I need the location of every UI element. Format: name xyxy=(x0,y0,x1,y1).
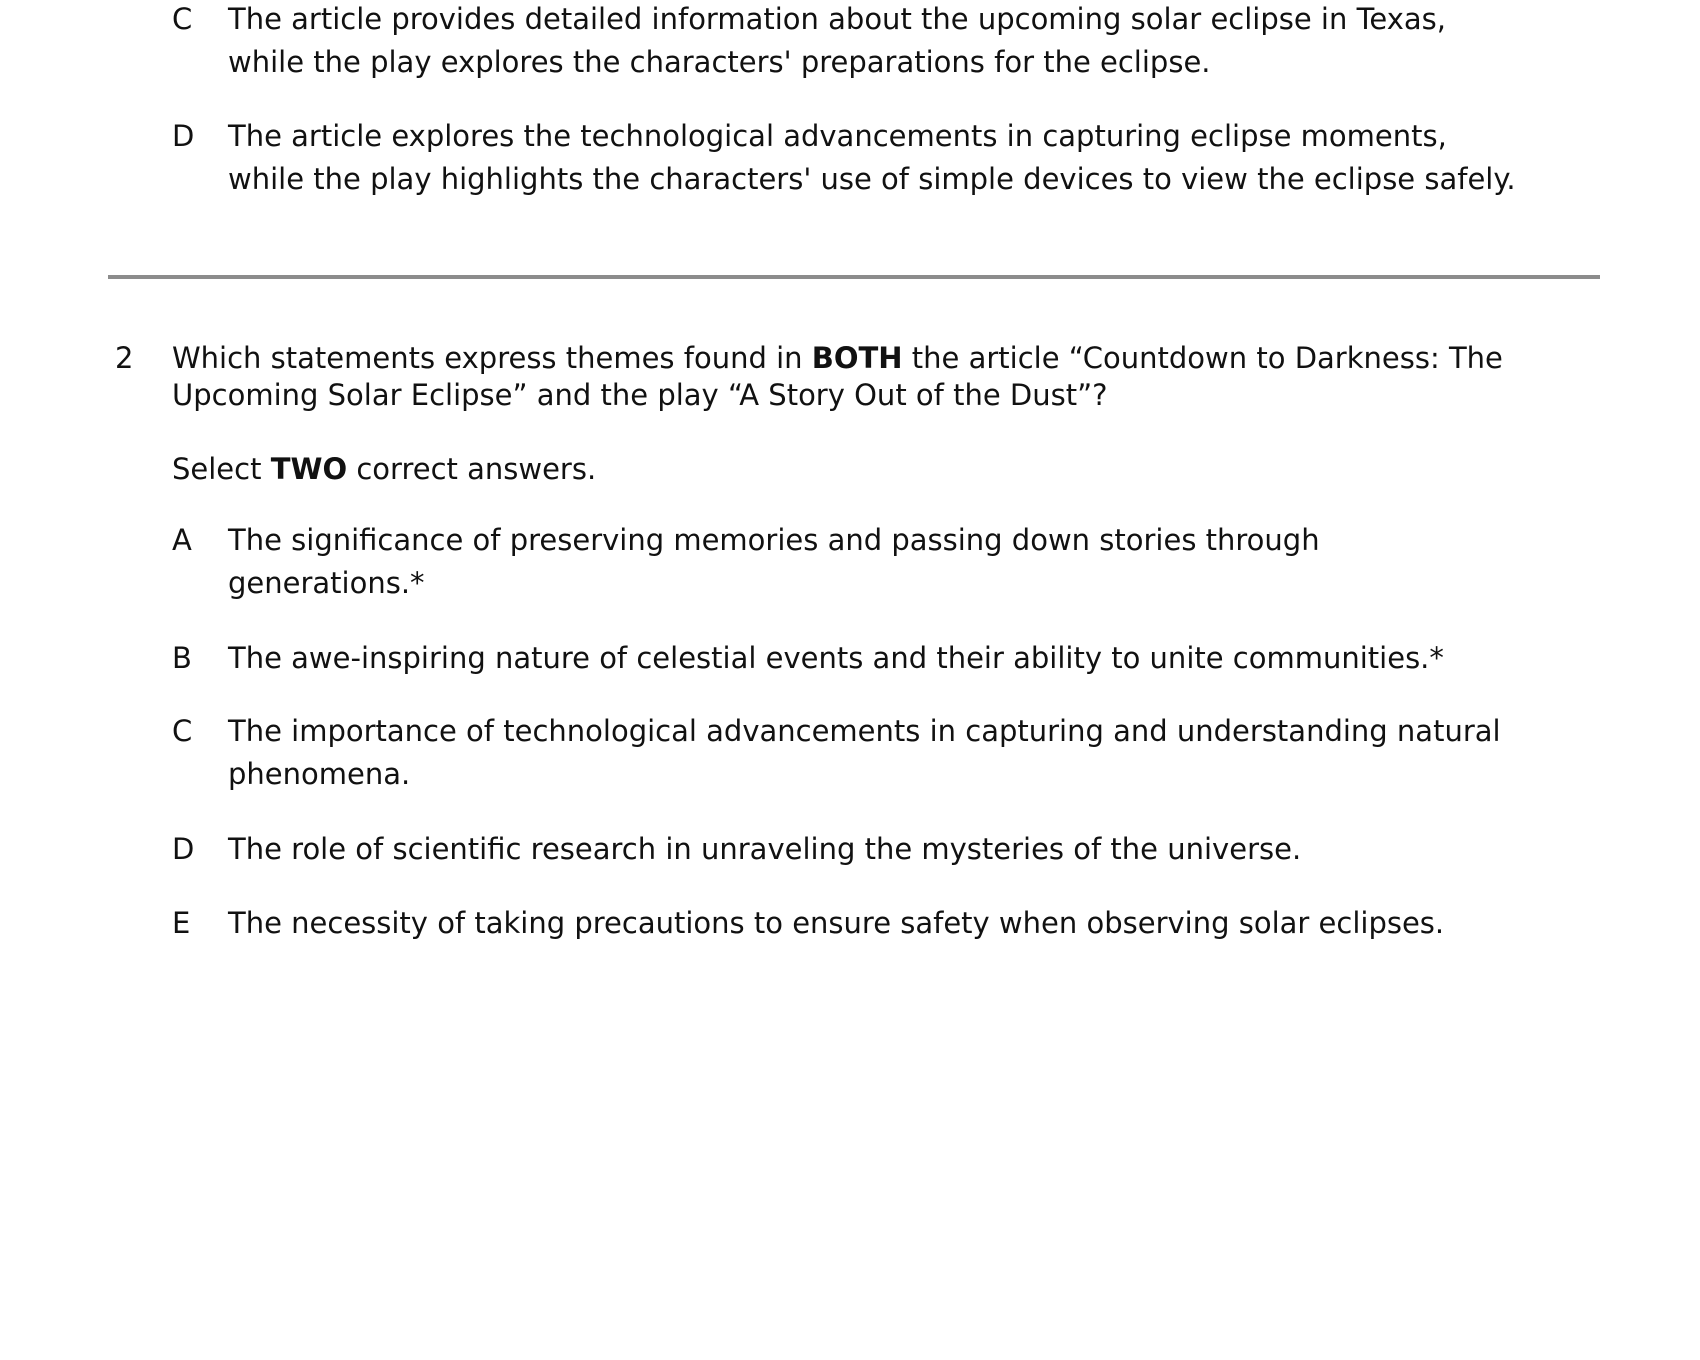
instruction-emphasis: TWO xyxy=(270,452,348,486)
option-text-line: The necessity of taking precautions to ensure safety when observing solar eclipses. xyxy=(228,906,1445,940)
option-text xyxy=(228,0,1628,84)
question-instruction xyxy=(172,451,596,488)
question-stem xyxy=(172,340,1612,414)
option-letter: A xyxy=(172,523,192,557)
option-text-line: while the play explores the characters' preparations for the eclipse. xyxy=(228,45,1211,79)
option-text-line: The role of scientific research in unraveling the mysteries of the universe. xyxy=(228,832,1302,866)
question-stem-line: Upcoming Solar Eclipse” and the play “A Story Out of the Dust”? xyxy=(172,378,1108,412)
option-letter: D xyxy=(172,832,195,866)
option-text-line: The article explores the technological advancements in capturing eclipse moments, xyxy=(228,119,1447,153)
option-text-line: The awe-inspiring nature of celestial events and their ability to unite communities.* xyxy=(228,641,1444,675)
stem-text: Which statements express themes found in xyxy=(172,341,812,375)
instruction-text: Select xyxy=(172,452,271,486)
option-letter: C xyxy=(172,2,193,36)
option-letter: E xyxy=(172,906,191,940)
option-text xyxy=(228,637,1628,680)
option-letter: C xyxy=(172,714,193,748)
option-text xyxy=(228,519,1628,605)
option-text xyxy=(228,710,1628,796)
instruction-text: correct answers. xyxy=(347,452,597,486)
stem-text: the article “Countdown to Darkness: The xyxy=(902,341,1503,375)
option-text xyxy=(228,902,1628,945)
question-stem-line xyxy=(172,340,1612,377)
option-text-line: The significance of preserving memories and passing down stories through xyxy=(228,523,1320,557)
option-text-line: while the play highlights the characters' use of simple devices to view the eclipse safely. xyxy=(228,162,1516,196)
stem-emphasis: BOTH xyxy=(811,341,903,375)
option-text-line: The importance of technological advancements in capturing and understanding natural xyxy=(228,714,1501,748)
option-text-line: The article provides detailed information about the upcoming solar eclipse in Texas, xyxy=(228,2,1446,36)
option-letter: B xyxy=(172,641,192,675)
question-divider xyxy=(108,275,1600,279)
option-text xyxy=(228,115,1628,201)
option-text xyxy=(228,828,1628,871)
option-letter: D xyxy=(172,119,195,153)
option-text-line: generations.* xyxy=(228,566,425,600)
option-text-line: phenomena. xyxy=(228,757,411,791)
question-number: 2 xyxy=(115,341,134,375)
